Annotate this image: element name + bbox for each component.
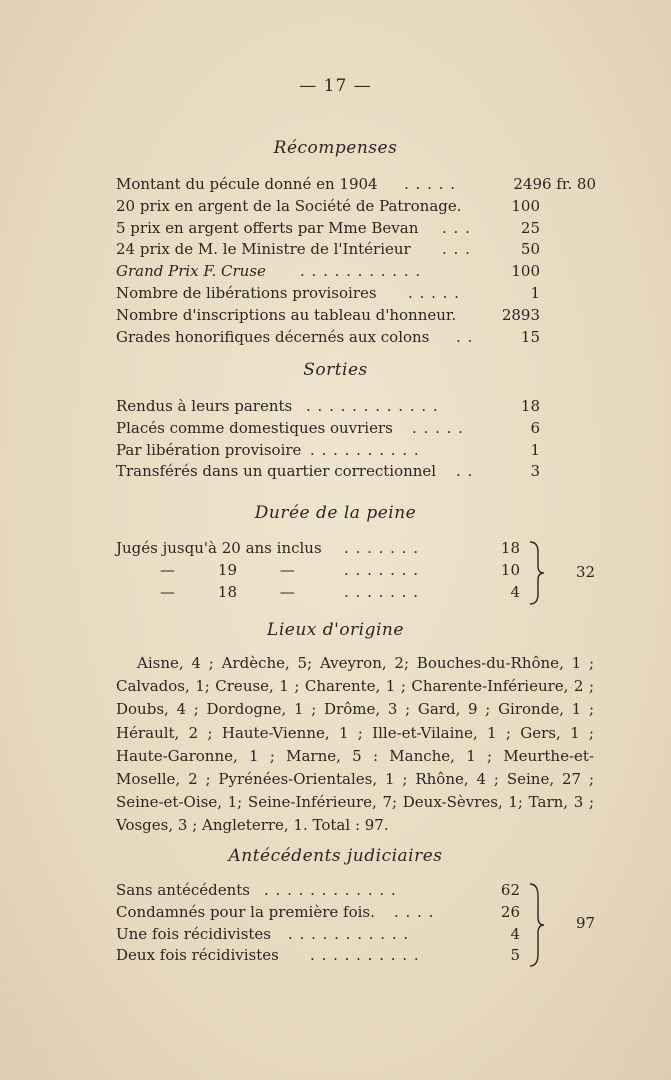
row-label: Jugés jusqu'à 20 ans inclus (116, 539, 322, 557)
row-value: 2893 (501, 305, 540, 324)
leader-dots: . . (456, 327, 474, 346)
row-value: 100 (511, 196, 540, 215)
row-label: Deux fois récidivistes (116, 946, 279, 965)
section-title-sorties: Sorties (303, 360, 368, 380)
row-value: 18 (520, 397, 540, 415)
leader-dots: . . . (442, 218, 471, 237)
row-value: 15 (520, 327, 540, 346)
leader-dots: . . . . . . . . . . . . (264, 881, 397, 899)
row-value: 2496 fr. 80 (513, 175, 596, 193)
table-row (116, 327, 596, 349)
leader-dots: . . . . . . . . . . . . (306, 397, 439, 415)
table-row (116, 538, 596, 560)
table-row (116, 196, 596, 218)
row-value: 18 (500, 539, 520, 557)
row-label: Rendus à leurs parents (116, 397, 293, 415)
row-value: 62 (500, 881, 520, 899)
table-row (116, 902, 596, 924)
duree-total: 32 (576, 563, 596, 581)
leader-dots: . . . . . (408, 283, 460, 302)
table-row (116, 582, 596, 604)
leader-dots: . . . (442, 240, 471, 259)
section-title-recompenses: Récompenses (273, 138, 398, 158)
row-label: Nombre de libérations provisoires (116, 283, 377, 302)
row-value: 26 (500, 902, 520, 921)
row-label: Placés comme domestiques ouvriers (116, 418, 393, 437)
row-label: Grand Prix F. Cruse (116, 262, 266, 281)
section-title-lieux: Lieux d'origine (267, 620, 404, 640)
row-value: 3 (530, 462, 540, 481)
recompenses-table (116, 174, 596, 348)
row-label: Condamnés pour la première fois. (116, 902, 375, 921)
leader-dots: . . . . . . . (344, 560, 419, 579)
duree-table (116, 538, 596, 603)
table-row (116, 305, 596, 327)
row-value: 1 (530, 283, 540, 302)
row-label: Transférés dans un quartier correctionnel (116, 462, 437, 481)
antecedents-table (116, 880, 596, 967)
row-label: 5 prix en argent offerts par Mme Bevan (116, 218, 419, 237)
leader-dots: . . . . . (404, 175, 456, 193)
row-value: 100 (511, 262, 540, 281)
right-brace-icon (526, 540, 548, 606)
table-row (116, 560, 596, 582)
table-row (116, 218, 596, 240)
row-value: 10 (500, 560, 520, 579)
table-row (116, 418, 596, 440)
leader-dots: . . . . . . . . . . (310, 946, 420, 965)
row-label: Une fois récidivistes (116, 924, 272, 943)
row-value: 6 (530, 418, 540, 437)
row-label: — 19 — (160, 560, 295, 579)
table-row (116, 880, 596, 902)
leader-dots: . . . . . . . . . . . (300, 262, 422, 281)
section-title-duree: Durée de la peine (254, 503, 417, 523)
row-value: 1 (530, 440, 540, 459)
table-row (116, 261, 596, 283)
table-row (116, 440, 596, 462)
row-label: Nombre d'inscriptions au tableau d'honneur. (116, 305, 457, 324)
leader-dots: . . . . . . . . . . . (288, 924, 410, 943)
row-label: Montant du pécule donné en 1904 (116, 175, 378, 193)
leader-dots: . . . . . . . (344, 539, 419, 557)
page-number: — 17 — (299, 76, 372, 96)
antecedents-total: 97 (576, 914, 596, 932)
row-label: Sans antécédents (116, 881, 250, 899)
row-value: 4 (510, 582, 520, 601)
leader-dots: . . . . . . . (344, 582, 419, 601)
row-value: 5 (510, 946, 520, 965)
row-label: — 18 — (160, 582, 295, 601)
table-row (116, 283, 596, 305)
row-label: Grades honorifiques décernés aux colons (116, 327, 430, 346)
leader-dots: . . . . . (412, 418, 464, 437)
table-row (116, 396, 596, 418)
row-value: 50 (520, 240, 540, 259)
row-label: 24 prix de M. le Ministre de l'Intérieur (116, 240, 411, 259)
section-title-antecedents: Antécédents judiciaires (228, 846, 443, 866)
table-row (116, 239, 596, 261)
table-row (116, 174, 596, 196)
sorties-table (116, 396, 596, 483)
table-row (116, 945, 596, 967)
table-row (116, 461, 596, 483)
row-value: 4 (510, 924, 520, 943)
leader-dots: . . . . (394, 902, 435, 921)
row-label: 20 prix en argent de la Société de Patronage. (116, 196, 462, 215)
leader-dots: . . . . . . . . . . (310, 440, 420, 459)
table-row (116, 924, 596, 946)
row-label: Par libération provisoire (116, 440, 302, 459)
right-brace-icon (526, 882, 548, 968)
row-value: 25 (520, 218, 540, 237)
lieux-paragraph: Aisne, 4 ; Ardèche, 5; Aveyron, 2; Bouches-du-Rhône, 1 ; Calvados, 1; Creuse, 1 ; Charente, 1 ; Charente-Inférieure, 2 ; Doubs, 4 ; Dordogne, 1 ; Drôme, 3 ; Gard, 9 ; Gironde, 1 ; Hérault, 2 ; Haute-Vienne, 1 ; Ille-et-Vilaine, 1 ; Gers, 1 ; Haute-Garonne, 1 ; Marne, 5 : Manche, 1 ; Meurthe-et-Moselle, 2 ; Pyrénées-Orientales, 1 ; Rhône, 4 ; Seine, 27 ; Seine-et-Oise, 1; Seine-Inférieure, 7; Deux-Sèvres, 1; Tarn, 3 ; Vosges, 3 ; Angleterre, 1. Total : 97. (116, 654, 594, 835)
leader-dots: . . (456, 462, 474, 481)
